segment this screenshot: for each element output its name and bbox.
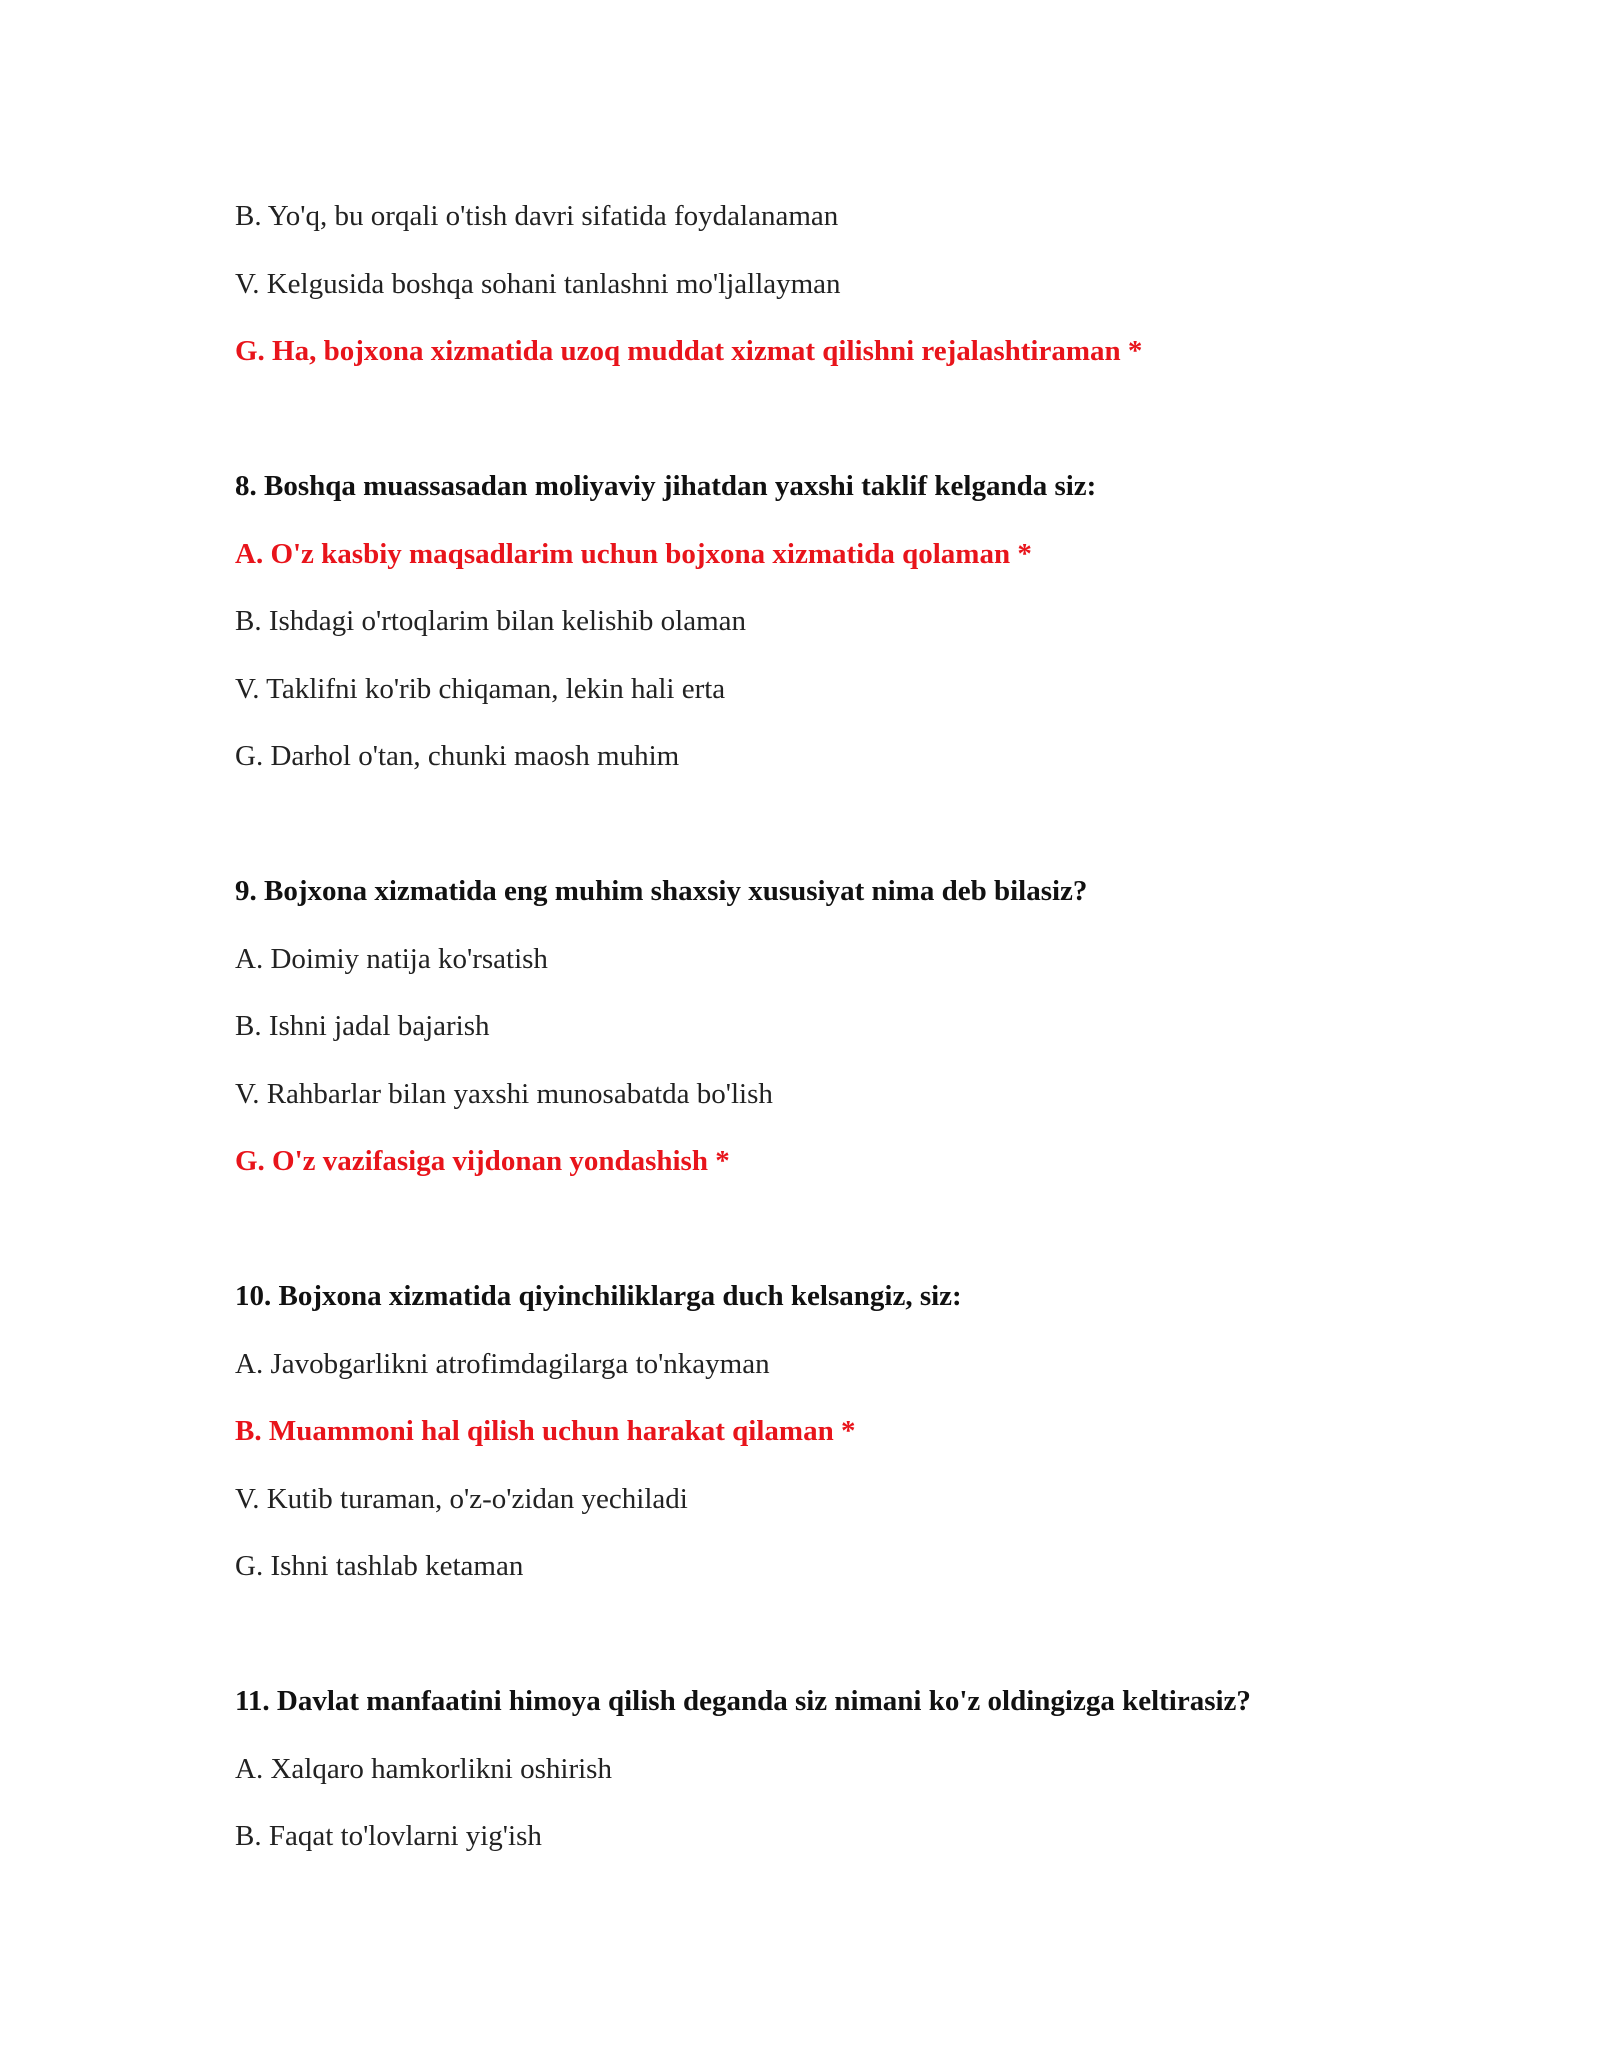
question-block-10 xyxy=(235,1263,1435,1601)
answer-option-correct: B. Muammoni hal qilish uchun harakat qilaman * xyxy=(235,1415,856,1447)
answer-option-correct: A. O'z kasbiy maqsadlarim uchun bojxona xizmatida qolaman * xyxy=(235,537,1032,570)
answer-option: B. Faqat to'lovlarni yig'ish xyxy=(235,1820,542,1852)
answer-option: B. Yo'q, bu orqali o'tish davri sifatida foydalanaman xyxy=(235,200,839,232)
question-block-9 xyxy=(235,858,1435,1196)
question-text: 8. Boshqa muassasadan moliyaviy jihatdan yaxshi taklif kelganda siz: xyxy=(235,470,1097,502)
answer-option: G. Ishni tashlab ketaman xyxy=(235,1550,524,1582)
question-text: 11. Davlat manfaatini himoya qilish deganda siz nimani ko'z oldingizga keltirasiz? xyxy=(235,1685,1251,1717)
spacer xyxy=(235,386,1435,454)
quiz-content xyxy=(235,183,1435,1871)
spacer xyxy=(235,1196,1435,1264)
answer-option: V. Kutib turaman, o'z-o'zidan yechiladi xyxy=(235,1482,688,1515)
question-block-7-continued xyxy=(235,183,1435,386)
answer-option: A. Javobgarlikni atrofimdagilarga to'nkayman xyxy=(235,1347,770,1380)
answer-option: B. Ishdagi o'rtoqlarim bilan kelishib olaman xyxy=(235,605,747,637)
answer-option: G. Darhol o'tan, chunki maosh muhim xyxy=(235,740,680,772)
answer-option: V. Rahbarlar bilan yaxshi munosabatda bo'lish xyxy=(235,1077,773,1110)
answer-option: A. Xalqaro hamkorlikni oshirish xyxy=(235,1752,612,1785)
answer-option-correct: G. O'z vazifasiga vijdonan yondashish * xyxy=(235,1145,730,1177)
spacer xyxy=(235,791,1435,859)
question-text: 10. Bojxona xizmatida qiyinchiliklarga duch kelsangiz, siz: xyxy=(235,1280,962,1312)
question-block-8 xyxy=(235,453,1435,791)
question-block-11 xyxy=(235,1668,1435,1871)
answer-option: V. Taklifni ko'rib chiqaman, lekin hali erta xyxy=(235,672,726,705)
answer-option: V. Kelgusida boshqa sohani tanlashni mo'ljallayman xyxy=(235,267,841,300)
answer-option: B. Ishni jadal bajarish xyxy=(235,1010,490,1042)
spacer xyxy=(235,1601,1435,1669)
answer-option-correct: G. Ha, bojxona xizmatida uzoq muddat xizmat qilishni rejalashtiraman * xyxy=(235,335,1143,367)
question-text: 9. Bojxona xizmatida eng muhim shaxsiy xususiyat nima deb bilasiz? xyxy=(235,875,1088,907)
answer-option: A. Doimiy natija ko'rsatish xyxy=(235,942,548,975)
